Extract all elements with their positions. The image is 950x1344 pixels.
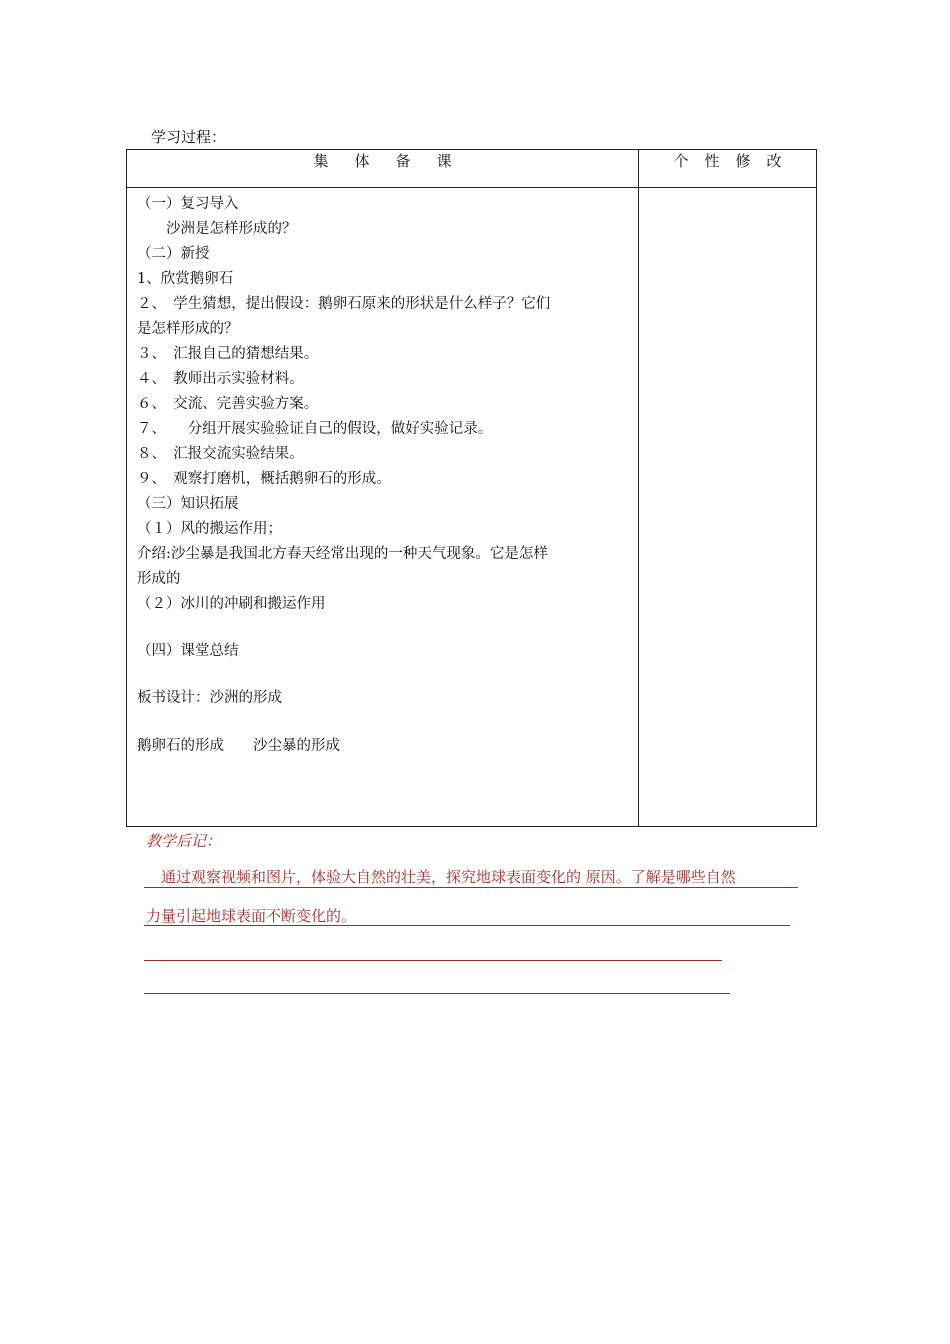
underline-2 (144, 925, 790, 926)
text-line: 鹅卵石的形成 沙尘暴的形成 (137, 738, 340, 754)
text-line: ６、 交流、完善实验方案。 (137, 396, 319, 412)
underline-1 (144, 887, 798, 888)
section-heading: 学习过程： (151, 128, 227, 146)
text-line: 1、欣赏鹅卵石 (137, 271, 234, 287)
collective-prep-header: 集体备课 (127, 150, 639, 188)
text-line: （二）新授 (137, 246, 210, 262)
table-body-row (127, 188, 817, 827)
lesson-plan-table (126, 149, 817, 827)
personal-edit-header: 个性修改 (639, 150, 817, 188)
text-line: ７、 分组开展实验验证自己的假设，做好实验记录。 (137, 421, 493, 437)
text-line: ４、 教师出示实验材料。 (137, 371, 304, 387)
personal-edit-content (639, 188, 817, 827)
text-line: ３、 汇报自己的猜想结果。 (137, 346, 319, 362)
afterword-line-1: 通过观察视频和图片，体验大自然的壮美，探究地球表面变化的 原因。了解是哪些自然 (146, 868, 736, 886)
text-line: （四）课堂总结 (137, 643, 239, 659)
text-line: 形成的 (137, 571, 181, 587)
text-line: 介绍:沙尘暴是我国北方春天经常出现的一种天气现象。它是怎样 (137, 546, 548, 562)
text-line: （一）复习导入 (137, 196, 239, 212)
underline-4 (144, 993, 730, 994)
text-line: （１）风的搬运作用； (137, 521, 282, 537)
afterword-line-2: 力量引起地球表面不断变化的。 (146, 907, 357, 925)
text-line: （２）冰川的冲刷和搬运作用 (137, 596, 326, 612)
text-line: （三）知识拓展 (137, 496, 239, 512)
text-line: 沙洲是怎样形成的？ (137, 221, 297, 237)
text-line: 是怎样形成的？ (137, 321, 239, 337)
text-line: ８、 汇报交流实验结果。 (137, 446, 304, 462)
text-line: ９、 观察打磨机，概括鹅卵石的形成。 (137, 471, 391, 487)
afterword-label: 教学后记： (146, 832, 222, 850)
text-line: ２、 学生猜想，提出假设：鹅卵石原来的形状是什么样子？它们 (137, 296, 551, 312)
underline-3 (144, 960, 722, 961)
table-header-row (127, 150, 817, 188)
text-line: 板书设计：沙洲的形成 (137, 690, 282, 706)
collective-prep-content (127, 188, 639, 827)
